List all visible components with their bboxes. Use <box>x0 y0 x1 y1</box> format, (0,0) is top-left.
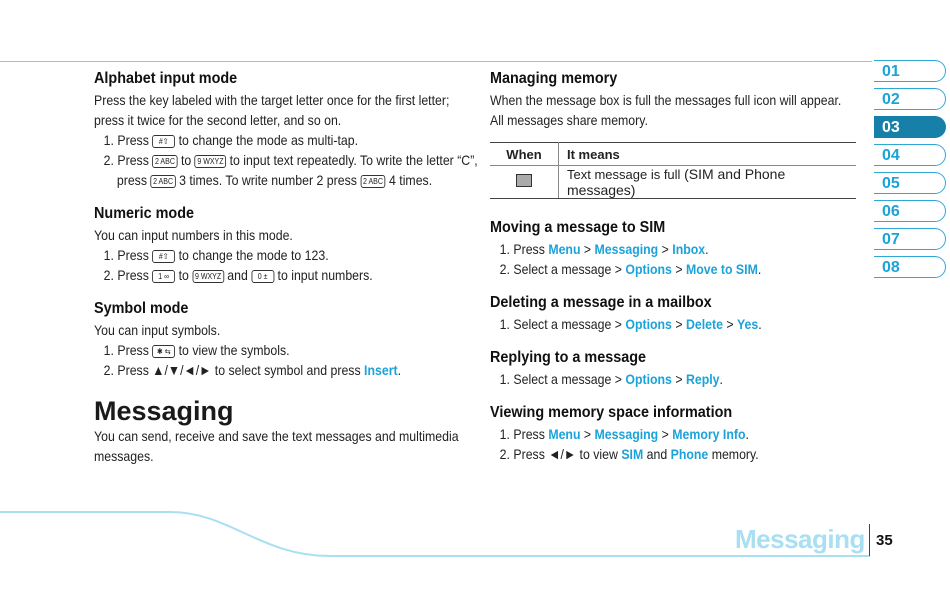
step-text: Press ▲/▼/◄/► to select symbol and press <box>117 362 361 378</box>
symbol-step-2 <box>94 360 488 380</box>
dot: . <box>719 371 723 387</box>
reply-heading: Replying to a message <box>490 349 647 366</box>
alphabet-heading: Alphabet input mode <box>94 70 238 87</box>
sim-highlight: SIM <box>621 446 644 462</box>
sep: > <box>675 316 683 332</box>
menu-highlight: Menu <box>548 426 581 442</box>
top-rule <box>0 61 872 62</box>
step-text: Press <box>117 342 149 358</box>
message-full-icon <box>516 174 532 187</box>
sep: > <box>675 371 683 387</box>
star-key-icon: ✱ ⇆ <box>152 345 175 358</box>
chapter-tab-01[interactable]: 01 <box>874 60 946 82</box>
meaning-paren: (SIM and Phone messages) <box>567 166 786 198</box>
footer-chapter-title: Messaging <box>735 524 865 554</box>
step-text: Press <box>513 241 545 257</box>
sep: > <box>661 426 669 442</box>
viewmem-section <box>490 402 856 464</box>
two-key-icon: 2 ABC <box>150 175 175 188</box>
numeric-desc: You can input numbers in this mode. <box>94 227 293 243</box>
step-text: . <box>397 362 402 378</box>
zero-key-icon: 0 ± <box>251 270 274 283</box>
step-number: 1. <box>499 316 510 332</box>
left-column <box>94 68 478 466</box>
step-number: 2. <box>103 362 114 378</box>
step-text: to input text repeatedly. To write the letter “C”, press <box>116 152 478 188</box>
meaning-text: Text message is full <box>567 167 681 182</box>
step-text: to change the mode as multi-tap. <box>178 132 359 148</box>
step-text: memory. <box>711 446 759 462</box>
step-number: 2. <box>103 152 114 168</box>
chapter-tab-07[interactable]: 07 <box>874 228 946 250</box>
step-text: Press <box>117 247 149 263</box>
yes-highlight: Yes <box>737 316 759 332</box>
symbol-section <box>94 298 464 380</box>
footer-divider <box>869 524 870 556</box>
memory-info-highlight: Memory Info <box>672 426 746 442</box>
step-number: 1. <box>103 247 114 263</box>
numeric-step-2 <box>94 265 488 285</box>
insert-highlight: Insert <box>364 362 398 378</box>
viewmem-step-2 <box>490 444 880 464</box>
nine-key-icon: 9 WXYZ <box>195 155 226 168</box>
chapter-tab-05[interactable]: 05 <box>874 172 946 194</box>
messaging-section <box>94 396 464 466</box>
viewmem-heading: Viewing memory space information <box>490 404 733 421</box>
hash-key-icon: #⇧ <box>152 250 175 263</box>
step-number: 1. <box>103 132 114 148</box>
delete-highlight: Delete <box>685 316 723 332</box>
chapter-tab-08[interactable]: 08 <box>874 256 946 278</box>
table-row <box>490 166 856 199</box>
table-header-row <box>490 143 856 166</box>
sep: > <box>726 316 734 332</box>
one-key-icon: 1 ∞ <box>152 270 175 283</box>
move-heading: Moving a message to SIM <box>490 219 666 236</box>
sep: > <box>661 241 669 257</box>
symbol-step-1 <box>94 340 488 360</box>
menu-highlight: Menu <box>548 241 581 257</box>
chapter-tab-02[interactable]: 02 <box>874 88 946 110</box>
table-header-means: It means <box>559 143 857 166</box>
hash-key-icon: #⇧ <box>152 135 175 148</box>
nine-key-icon: 9 WXYZ <box>192 270 223 283</box>
step-number: 2. <box>499 261 510 277</box>
symbol-heading: Symbol mode <box>94 300 189 317</box>
symbol-desc: You can input symbols. <box>94 322 221 338</box>
step-text: to change the mode to 123. <box>178 247 329 263</box>
viewmem-step-1 <box>490 424 880 444</box>
dot: . <box>758 316 762 332</box>
numeric-step-1 <box>94 245 488 265</box>
sep: > <box>583 241 592 257</box>
step-text: and <box>227 267 248 283</box>
reply-step-1 <box>490 369 880 389</box>
delete-step-1 <box>490 314 880 334</box>
chapter-tab-03[interactable]: 03 <box>874 116 946 138</box>
step-number: 1. <box>499 371 510 387</box>
two-key-icon: 2 ABC <box>360 175 385 188</box>
step-text: Select a message > <box>513 371 622 387</box>
step-number: 1. <box>499 241 510 257</box>
reply-section <box>490 347 856 389</box>
table-header-when: When <box>490 143 559 166</box>
right-column <box>490 68 856 464</box>
two-key-icon: 2 ABC <box>152 155 177 168</box>
memory-table <box>490 142 856 199</box>
step-text: to view the symbols. <box>178 342 290 358</box>
dot: . <box>745 426 749 442</box>
dot: . <box>757 261 762 277</box>
step-number: 2. <box>103 267 114 283</box>
step-text: and <box>646 446 668 462</box>
table-cell-icon <box>490 166 559 199</box>
page-number: 35 <box>876 532 893 549</box>
alphabet-step-1 <box>94 130 488 150</box>
messaging-highlight: Messaging <box>594 426 659 442</box>
step-number: 1. <box>499 426 510 442</box>
step-text: 4 times. <box>388 172 433 188</box>
delete-heading: Deleting a message in a mailbox <box>490 294 712 311</box>
options-highlight: Options <box>625 371 672 387</box>
step-text: Press ◄/► to view <box>513 446 618 462</box>
memory-section <box>490 68 856 199</box>
phone-highlight: Phone <box>670 446 709 462</box>
memory-desc: When the message box is full the messages full icon will appear. All messages share memory. <box>490 92 842 128</box>
step-number: 1. <box>103 342 114 358</box>
memory-heading: Managing memory <box>490 70 618 87</box>
step-text: Press <box>117 152 149 168</box>
step-text: 3 times. To write number 2 press <box>179 172 357 188</box>
numeric-heading: Numeric mode <box>94 205 195 222</box>
table-cell-meaning <box>559 166 857 199</box>
options-highlight: Options <box>625 261 672 277</box>
step-text: Select a message > <box>513 261 622 277</box>
move-to-sim-highlight: Move to SIM <box>685 261 758 277</box>
messaging-highlight: Messaging <box>594 241 659 257</box>
move-section <box>490 217 856 279</box>
step-number: 2. <box>499 446 510 462</box>
move-step-2 <box>490 259 880 279</box>
step-text: Press <box>513 426 545 442</box>
step-text: Press <box>117 132 149 148</box>
chapter-tab-06[interactable]: 06 <box>874 200 946 222</box>
sep: > <box>675 261 683 277</box>
step-text: to <box>180 152 192 168</box>
sep: > <box>583 426 592 442</box>
alphabet-desc: Press the key labeled with the target letter once for the first letter; press it twice for the second letter, and so on. <box>94 92 450 128</box>
step-text: to input numbers. <box>277 267 373 283</box>
numeric-section <box>94 203 464 285</box>
dot: . <box>705 241 709 257</box>
step-text: to <box>178 267 189 283</box>
inbox-highlight: Inbox <box>672 241 706 257</box>
alphabet-section <box>94 68 478 190</box>
reply-highlight: Reply <box>685 371 720 387</box>
chapter-tab-04[interactable]: 04 <box>874 144 946 166</box>
messaging-title: Messaging <box>94 396 234 426</box>
delete-section <box>490 292 856 334</box>
move-step-1 <box>490 239 880 259</box>
step-text: Select a message > <box>513 316 622 332</box>
options-highlight: Options <box>625 316 672 332</box>
chapter-tabs <box>874 60 946 284</box>
alphabet-step-2 <box>94 150 488 190</box>
step-text: Press <box>117 267 149 283</box>
messaging-desc: You can send, receive and save the text messages and multimedia messages. <box>94 428 459 464</box>
